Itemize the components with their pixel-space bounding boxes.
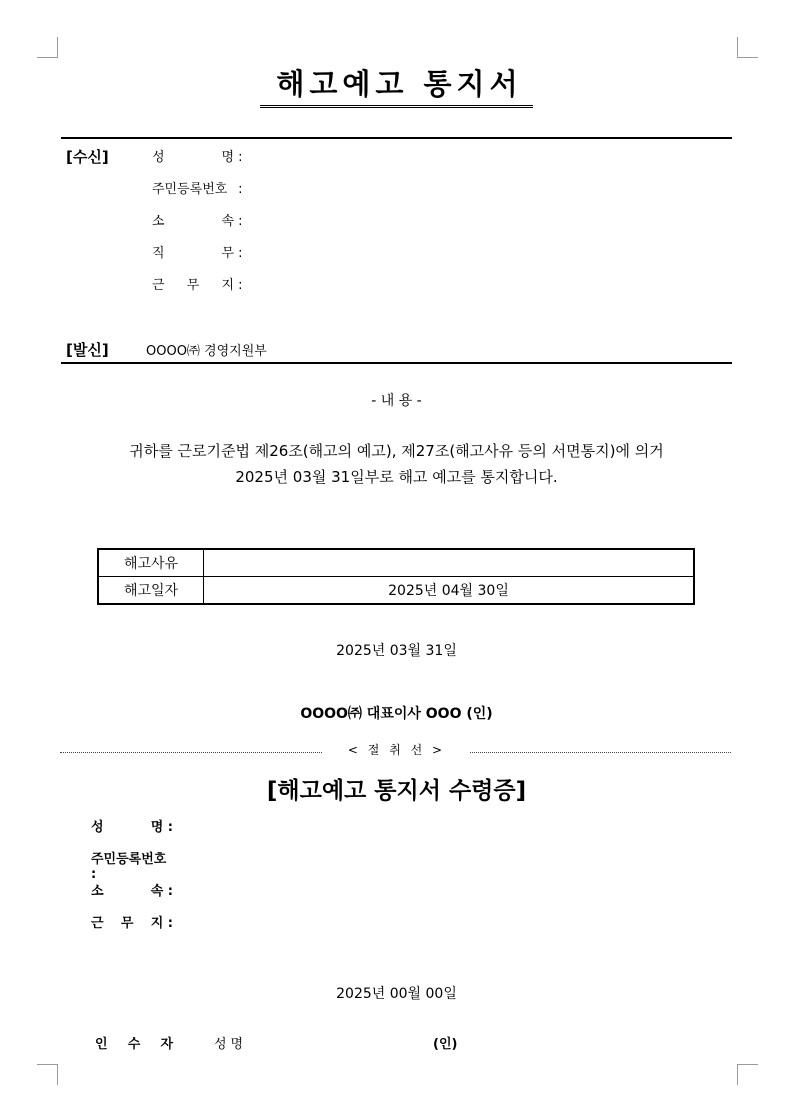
content-line-2: 2025년 03월 31일부로 해고 예고를 통지합니다. bbox=[235, 468, 558, 486]
sender-value: OOOO㈜ 경영지원부 bbox=[146, 344, 267, 359]
recipient-field-name: 성 명 : bbox=[152, 150, 243, 165]
signer-line: OOOO㈜ 대표이사 OOO (인) bbox=[300, 706, 493, 722]
document-title-wrap bbox=[0, 62, 793, 108]
dismissal-date-label: 해고일자 bbox=[98, 577, 204, 605]
content-heading: - 내 용 - bbox=[371, 393, 422, 409]
dismissal-reason-label: 해고사유 bbox=[98, 549, 204, 577]
sender-divider bbox=[61, 362, 732, 364]
receipt-field-workplace: 근 무 지 : bbox=[91, 916, 173, 931]
sender-label: [발신] bbox=[66, 341, 109, 359]
dismissal-reason-value bbox=[204, 549, 695, 577]
recipient-field-workplace: 근 무 지 : bbox=[152, 278, 243, 293]
crop-mark-bottom-right bbox=[737, 1064, 758, 1085]
dismissal-date-value: 2025년 04월 30일 bbox=[204, 577, 695, 605]
header-divider bbox=[61, 137, 732, 139]
receipt-date: 2025년 00월 00일 bbox=[336, 986, 457, 1002]
recipient-field-department: 소 속 : bbox=[152, 214, 243, 229]
dismissal-info-table bbox=[97, 548, 695, 605]
acceptor-name-label: 성명 bbox=[214, 1037, 248, 1052]
document-title: 해고예고 통지서 bbox=[260, 62, 532, 108]
cut-line-label: < 절 취 선 > bbox=[347, 743, 446, 757]
receipt-title: [해고예고 통지서 수령증] bbox=[266, 778, 527, 804]
receipt-field-name: 성 명 : bbox=[91, 820, 173, 835]
notice-date: 2025년 03월 31일 bbox=[336, 643, 457, 659]
table-row bbox=[98, 577, 694, 605]
recipient-field-resident-number: 주민등록번호 : bbox=[152, 182, 243, 197]
acceptor-label: 인 수 자 bbox=[95, 1037, 173, 1052]
recipient-label: [수신] bbox=[66, 148, 109, 166]
receipt-field-resident-number: 주민등록번호 : bbox=[91, 852, 167, 882]
receipt-field-department: 소 속 : bbox=[91, 884, 173, 899]
content-line-1: 귀하를 근로기준법 제26조(해고의 예고), 제27조(해고사유 등의 서면통지)에 의거 bbox=[129, 442, 664, 460]
crop-mark-top-right bbox=[737, 37, 758, 58]
crop-mark-bottom-left bbox=[37, 1064, 58, 1085]
recipient-field-duty: 직 무 : bbox=[152, 246, 243, 261]
crop-mark-top-left bbox=[37, 37, 58, 58]
acceptor-seal: (인) bbox=[433, 1037, 458, 1052]
table-row bbox=[98, 549, 694, 577]
